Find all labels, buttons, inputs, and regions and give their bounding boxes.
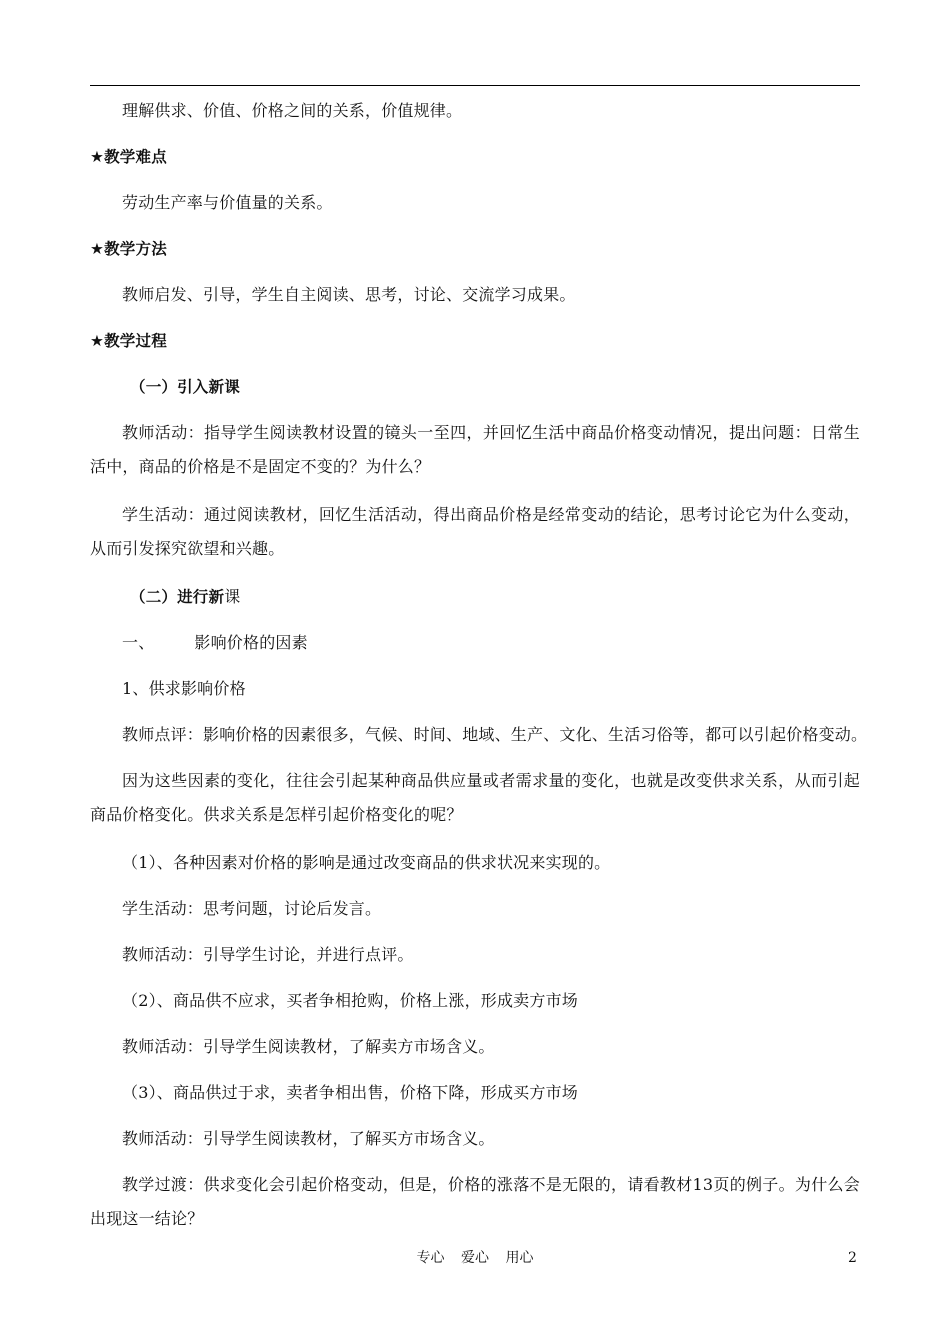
paragraph: 教师活动：引导学生阅读教材，了解买方市场含义。 <box>122 1129 495 1148</box>
paragraph: （2）、商品供不应求，买者争相抢购，价格上涨，形成卖方市场 <box>122 991 578 1010</box>
paragraph: 学生活动：通过阅读教材，回忆生活活动，得出商品价格是经常变动的结论，思考讨论它为什么变动， <box>122 505 860 524</box>
subsection-heading-bold: （二）进行新 <box>130 588 225 606</box>
section-heading: ★教学难点 <box>90 148 167 166</box>
section-heading: ★教学过程 <box>90 332 167 350</box>
page-number: 2 <box>848 1250 857 1266</box>
paragraph: 劳动生产率与价值量的关系。 <box>122 193 333 212</box>
heading-text: 影响价格的因素 <box>194 633 308 652</box>
paragraph: 教师点评：影响价格的因素很多，气候、时间、地域、生产、文化、生活习俗等，都可以引起价格变动。 <box>122 725 868 744</box>
header-rule <box>90 85 860 86</box>
numbered-heading <box>90 632 860 654</box>
paragraph: 教师活动：引导学生阅读教材，了解卖方市场含义。 <box>122 1037 495 1056</box>
paragraph-continuation: 活中，商品的价格是不是固定不变的？为什么？ <box>90 457 431 476</box>
paragraph: 教学过渡：供求变化会引起价格变动，但是，价格的涨落不是无限的，请看教材13页的例子。为什么会 <box>122 1175 860 1194</box>
footer-text: 专心 <box>416 1250 445 1266</box>
subsection-heading: （一）引入新课 <box>130 378 240 396</box>
footer-text: 爱心 <box>461 1250 489 1266</box>
paragraph-continuation: 从而引发探究欲望和兴趣。 <box>90 539 285 558</box>
subsection-heading <box>90 586 860 608</box>
page-footer <box>0 1249 950 1267</box>
paragraph: 教师活动：引导学生讨论，并进行点评。 <box>122 945 414 964</box>
paragraph-continuation: 出现这一结论？ <box>90 1209 204 1228</box>
paragraph-continuation: 商品价格变化。供求关系是怎样引起价格变化的呢？ <box>90 805 463 824</box>
paragraph: 因为这些因素的变化，往往会引起某种商品供应量或者需求量的变化，也就是改变供求关系，从而引起 <box>122 771 860 790</box>
paragraph: 学生活动：思考问题，讨论后发言。 <box>122 899 382 918</box>
paragraph: 教师启发、引导，学生自主阅读、思考，讨论、交流学习成果。 <box>122 285 576 304</box>
paragraph: （3）、商品供过于求，卖者争相出售，价格下降，形成买方市场 <box>122 1083 578 1102</box>
paragraph: 理解供求、价值、价格之间的关系，价值规律。 <box>122 101 463 120</box>
paragraph: 1、供求影响价格 <box>122 679 246 698</box>
paragraph: （1）、各种因素对价格的影响是通过改变商品的供求状况来实现的。 <box>122 853 611 872</box>
footer-text: 用心 <box>505 1250 534 1266</box>
section-heading: ★教学方法 <box>90 240 167 258</box>
heading-number: 一、 <box>122 633 155 652</box>
paragraph: 教师活动：指导学生阅读教材设置的镜头一至四，并回忆生活中商品价格变动情况，提出问题：日常生 <box>122 423 860 442</box>
subsection-heading-tail: 课 <box>224 587 241 606</box>
